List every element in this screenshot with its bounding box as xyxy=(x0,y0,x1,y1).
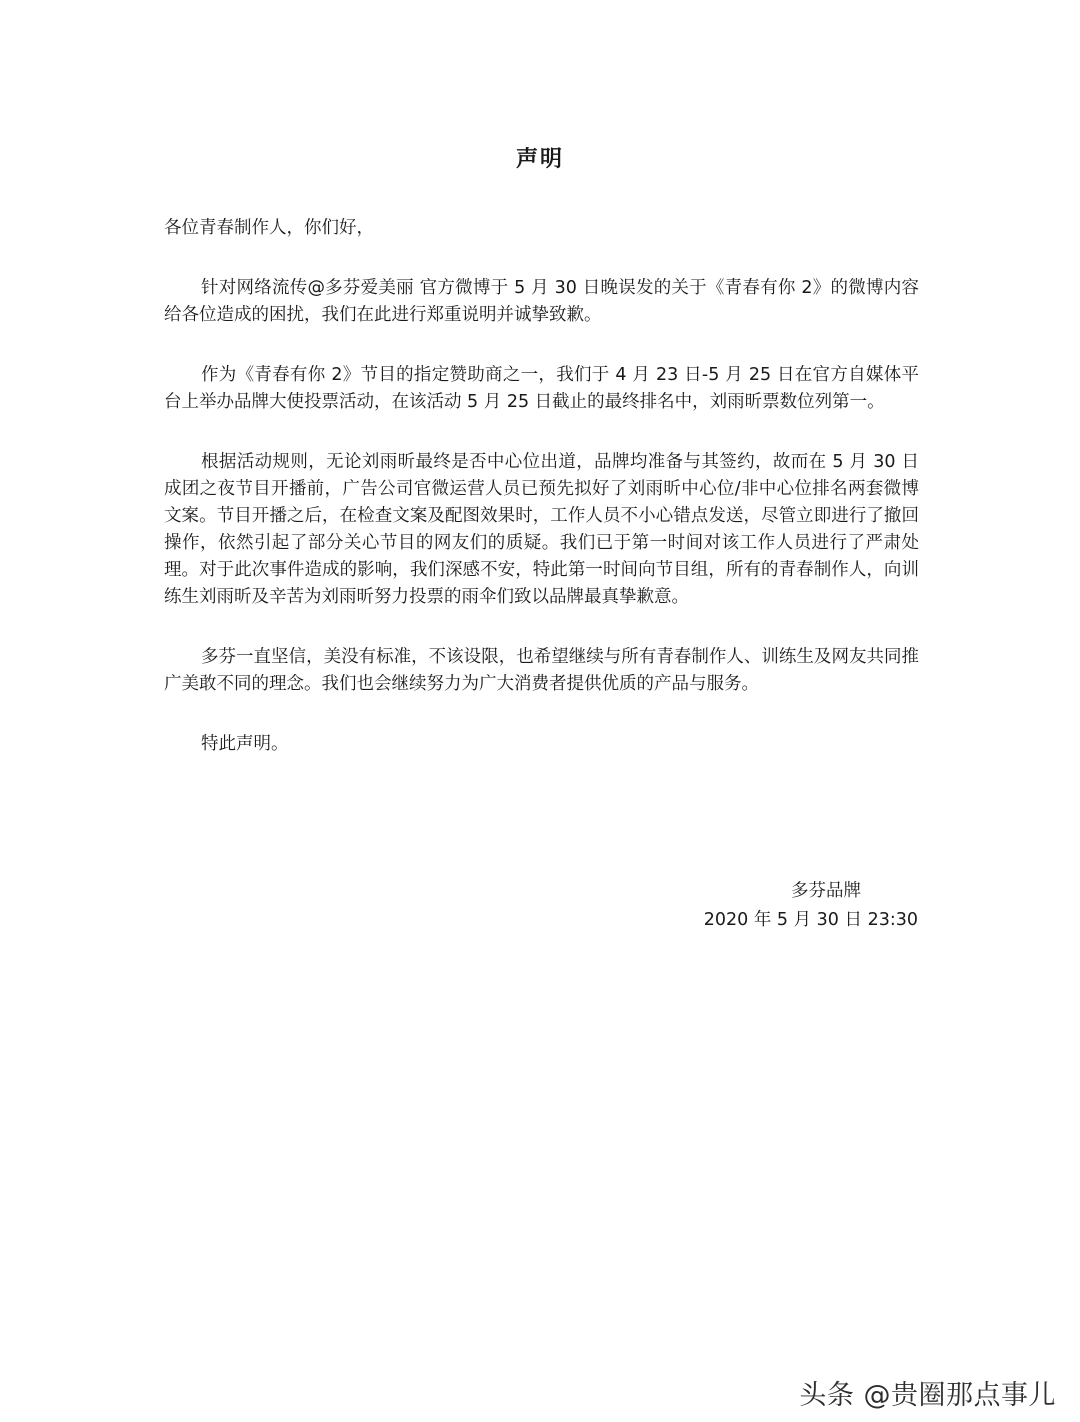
document-body xyxy=(164,215,919,791)
paragraph-2: 作为《青春有你 2》节目的指定赞助商之一，我们于 4 月 23 日-5 月 25 日在官方自媒体平台上举办品牌大使投票活动，在该活动 5 月 25 日截止的最终排名中，刘雨昕票数位列第一。 xyxy=(164,365,919,412)
signature-block xyxy=(704,877,918,935)
document-title: 声明 xyxy=(515,147,564,172)
paragraph-3: 根据活动规则，无论刘雨昕最终是否中心位出道，品牌均准备与其签约，故而在 5 月 30 日成团之夜节目开播前，广告公司官微运营人员已预先拟好了刘雨昕中心位/非中心位排名两套微博文案。节目开播之后，在检查文案及配图效果时，工作人员不小心错点发送，尽管立即进行了撤回操作，依然引起了部分关心节目的网友们的质疑。我们已于第一时间对该工作人员进行了严肃处理。对于此次事件造成的影响，我们深感不安，特此第一时间向节目组，所有的青春制作人，向训练生刘雨昕及辛苦为刘雨昕努力投票的雨伞们致以品牌最真挚歉意。 xyxy=(164,452,919,607)
closing-statement: 特此声明。 xyxy=(201,734,289,754)
salutation: 各位青春制作人，你们好， xyxy=(164,218,374,238)
paragraph-1: 针对网络流传@多芬爱美丽 官方微博于 5 月 30 日晚误发的关于《青春有你 2》的微博内容给各位造成的困扰，我们在此进行郑重说明并诚挚致歉。 xyxy=(164,278,919,325)
paragraph-4: 多芬一直坚信，美没有标准，不该设限，也希望继续与所有青春制作人、训练生及网友共同推广美敢不同的理念。我们也会继续努力为广大消费者提供优质的产品与服务。 xyxy=(164,647,919,694)
source-watermark: 头条 @贵圈那点事儿 xyxy=(799,1380,1056,1411)
signature-brand: 多芬品牌 xyxy=(791,881,861,901)
signature-date: 2020 年 5 月 30 日 23:30 xyxy=(703,910,918,930)
